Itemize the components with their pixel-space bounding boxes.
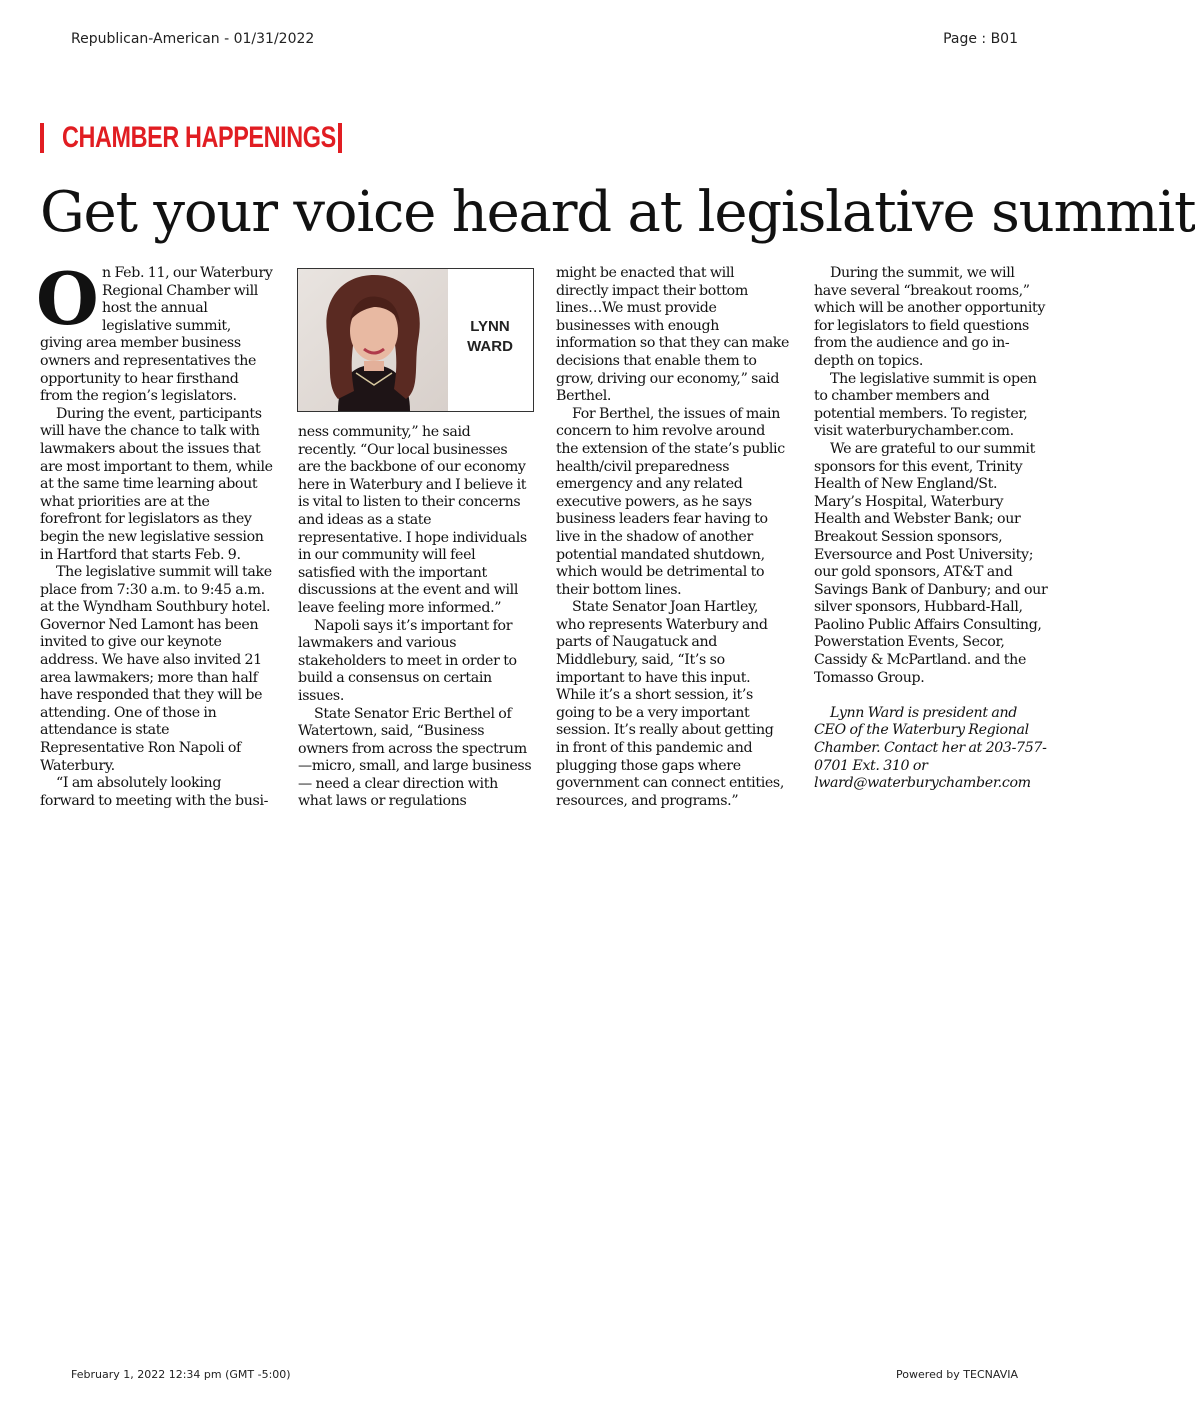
headline: Get your voice heard at legislative summit [40,180,1195,245]
paragraph: The legislative summit is open to chamber members and potential members. To register, visit waterburychamber.com. [814,370,1037,440]
drop-cap: O [36,256,99,341]
article-column-4 [814,265,1048,793]
paragraph: “I am absolutely looking forward to meeting with the busi- [40,775,269,809]
author-photo-box [297,268,534,412]
kicker-bar-left [40,123,44,153]
paragraph: On Feb. 11, our Waterbury Regional Chamber will host the annual legislative summit, giving area member business owners and representatives the opportunity to hear firsthand from the region’s legislators. [36,256,273,405]
photo-caption-name: LYNN WARD [467,318,513,355]
print-timestamp: February 1, 2022 12:34 pm (GMT -5:00) [71,1368,291,1381]
paragraph: During the event, participants will have the chance to talk with lawmakers about the issues that are most important to them, while at the same time learning about what priorities are at the forefront for legislators as they begin the new legislative session in Hartford that starts Feb. 9. [40,405,273,563]
paragraph: We are grateful to our summit sponsors for this event, Trinity Health of New England/St. Mary’s Hospital, Waterbury Health and Webster Bank; our Breakout Session sponsors, Eversource and Post University; our gold sponsors, AT&T and Savings Bank of Danbury; and our silver sponsors, Hubbard-Hall, Paolino Public Affairs Consulting, Powerstation Events, Secor, Cassidy & McPartland. and the Tomasso Group. [814,440,1048,686]
paragraph: The legislative summit will take place from 7:30 a.m. to 9:45 a.m. at the Wyndham Southbury hotel. Governor Ned Lamont has been invited to give our keynote address. We have also invited 21 area lawmakers; more than half have responded that they will be attending. One of those in attendance is state Representative Ron Napoli of Waterbury. [40,564,272,774]
kicker-text: CHAMBER HAPPENINGS [62,121,336,154]
paragraph: State Senator Joan Hartley, who represents Waterbury and parts of Naugatuck and Middlebury, said, “It’s so important to have this input. While it’s a short session, it’s going to be a very important session. It’s really about getting in front of this pandemic and plugging those gaps where government can connect entities, resources, and programs.” [556,599,785,809]
article-column-3 [556,265,790,809]
author-signoff: Lynn Ward is president and CEO of the Waterbury Regional Chamber. Contact her at 203-757-0701 Ext. 310 or lward@waterburychamber.com [814,704,1047,792]
paragraph: During the summit, we will have several “breakout rooms,” which will be another opportunity for legislators to field questions from the audience and go in-depth on topics. [814,265,1046,369]
paragraph: State Senator Eric Berthel of Watertown, said, “Business owners from across the spectrum—micro, small, and large business— need a clear direction with what laws or regulations [298,705,532,810]
paragraph: ness community,” he said recently. “Our local businesses are the backbone of our economy here in Waterbury and I believe it is vital to listen to their concerns and ideas as a state representative. I hope individuals in our community will feel satisfied with the important discussions at the event and will leave feeling more informed.” [298,424,527,616]
powered-by: Powered by TECNAVIA [896,1368,1018,1381]
author-portrait [298,269,448,411]
page-number: Page : B01 [943,31,1018,47]
paragraph: Napoli says it’s important for lawmakers and various stakeholders to meet in order to build a consensus on certain issues. [298,617,517,704]
paragraph: For Berthel, the issues of main concern to him revolve around the extension of the state’s public health/civil preparedness emergency and any related executive powers, as he says business leaders fear having to live in the shadow of another potential mandated shutdown, which would be detrimental to their bottom lines. [556,405,785,598]
article-column-2 [298,424,532,810]
section-kicker [40,120,342,156]
paragraph: might be enacted that will directly impact their bottom lines…We must provide businesses with enough information so that they can make decisions that enable them to grow, driving our economy,” said Berthel. [556,265,790,405]
kicker-bar-right [338,123,342,153]
publication-date: Republican-American - 01/31/2022 [71,31,315,47]
article-column-1 [36,256,274,809]
